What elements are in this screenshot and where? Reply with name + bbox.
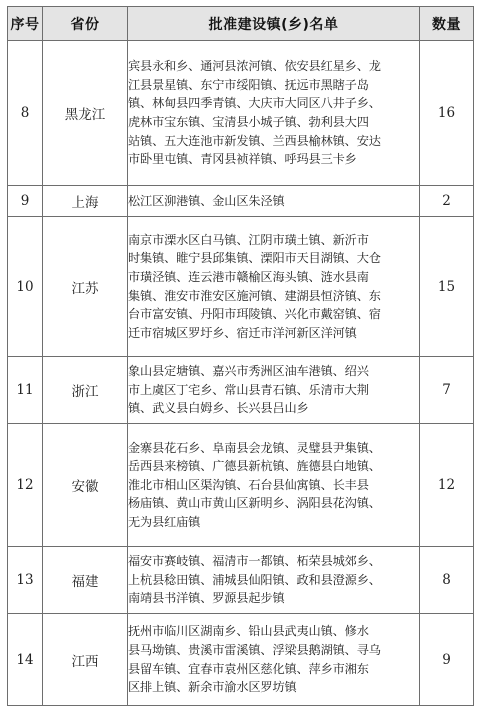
province-cell: 江苏: [43, 217, 128, 357]
table-row: [8, 547, 474, 614]
town-list-line: 市上虞区丁宅乡、常山县青石镇、乐清市大荆: [128, 382, 369, 397]
table-row: [8, 186, 474, 217]
town-list-line: 集镇、淮安市淮安区施河镇、建湖县恒济镇、东: [128, 288, 381, 303]
town-list-line: 松江区泖港镇、金山区朱泾镇: [128, 193, 285, 208]
town-list-line: 南靖县书洋镇、罗源县起步镇: [128, 591, 285, 606]
count-cell: 2: [420, 186, 474, 217]
town-list-line: 站镇、五大连池市新发镇、兰西县榆林镇、安达: [128, 133, 381, 148]
towns-cell: [128, 357, 420, 424]
town-list-line: 象山县定塘镇、嘉兴市秀洲区油车港镇、绍兴: [128, 364, 369, 379]
town-list-line: 市璜泾镇、连云港市赣榆区海头镇、涟水县南: [128, 269, 369, 284]
town-list-line: 金寨县花石乡、阜南县会龙镇、灵璧县尹集镇、: [128, 440, 381, 455]
town-list-line: 镇、林甸县四季青镇、大庆市大同区八井子乡、: [128, 96, 381, 111]
town-list-line: 县马坳镇、贵溪市雷溪镇、浮梁县鹅湖镇、寻乌: [128, 642, 381, 657]
town-list-line: 抚州市临川区湖南乡、铅山县武夷山镇、修水: [128, 624, 369, 639]
town-list-line: 县留车镇、宜春市袁州区慈化镇、萍乡市湘东: [128, 661, 369, 676]
header-count: 数量: [420, 7, 474, 41]
province-cell: 浙江: [43, 357, 128, 424]
count-cell: 12: [420, 424, 474, 547]
towns-cell: [128, 41, 420, 186]
row-number: 8: [8, 41, 43, 186]
table-row: [8, 614, 474, 706]
town-list-line: 无为县红庙镇: [128, 514, 201, 529]
town-list-line: 宾县永和乡、通河县浓河镇、依安县红星乡、龙: [128, 59, 381, 74]
header-towns: 批准建设镇(乡)名单: [128, 7, 420, 41]
town-list-line: 杨庙镇、黄山市黄山区新明乡、涡阳县花沟镇、: [128, 496, 381, 511]
town-list-line: 上杭县稔田镇、浦城县仙阳镇、政和县澄源乡、: [128, 572, 381, 587]
town-list-line: 镇、武义县白姆乡、长兴县吕山乡: [128, 401, 309, 416]
header-no: 序号: [8, 7, 43, 41]
count-cell: 7: [420, 357, 474, 424]
count-cell: 9: [420, 614, 474, 706]
count-cell: 8: [420, 547, 474, 614]
header-province: 省份: [43, 7, 128, 41]
towns-cell: [128, 424, 420, 547]
table-header-row: [8, 7, 474, 41]
table-row: [8, 424, 474, 547]
town-list-line: 市卧里屯镇、青冈县祯祥镇、呼玛县三卡乡: [128, 152, 357, 167]
province-cell: 黑龙江: [43, 41, 128, 186]
row-number: 10: [8, 217, 43, 357]
towns-cell: [128, 217, 420, 357]
table-row: [8, 41, 474, 186]
count-cell: 15: [420, 217, 474, 357]
row-number: 12: [8, 424, 43, 547]
province-cell: 福建: [43, 547, 128, 614]
town-list-line: 台市富安镇、丹阳市珥陵镇、兴化市戴窑镇、宿: [128, 307, 381, 322]
table-row: [8, 217, 474, 357]
town-list-table: [7, 6, 474, 706]
towns-cell: [128, 186, 420, 217]
town-list-line: 淮北市相山区渠沟镇、石台县仙寓镇、长丰县: [128, 477, 369, 492]
count-cell: 16: [420, 41, 474, 186]
row-number: 9: [8, 186, 43, 217]
town-list-line: 岳西县来榜镇、广德县新杭镇、旌德县白地镇、: [128, 459, 381, 474]
town-list-line: 南京市溧水区白马镇、江阴市璜土镇、新沂市: [128, 232, 369, 247]
town-list-line: 福安市赛岐镇、福清市一都镇、柘荣县城郊乡、: [128, 554, 381, 569]
province-cell: 上海: [43, 186, 128, 217]
town-list-line: 迁市宿城区罗圩乡、宿迁市洋河新区洋河镇: [128, 325, 357, 340]
town-list-line: 江县景星镇、东宁市绥阳镇、抚远市黑瞎子岛: [128, 77, 369, 92]
table-body: [8, 41, 474, 706]
town-list-line: 时集镇、睢宁县邱集镇、溧阳市天目湖镇、大仓: [128, 251, 381, 266]
province-cell: 江西: [43, 614, 128, 706]
row-number: 13: [8, 547, 43, 614]
row-number: 11: [8, 357, 43, 424]
province-cell: 安徽: [43, 424, 128, 547]
table-row: [8, 357, 474, 424]
row-number: 14: [8, 614, 43, 706]
towns-cell: [128, 614, 420, 706]
town-list-line: 虎林市宝东镇、宝清县小城子镇、勃利县大四: [128, 115, 369, 129]
towns-cell: [128, 547, 420, 614]
town-list-line: 区排上镇、新余市渝水区罗坊镇: [128, 680, 297, 695]
